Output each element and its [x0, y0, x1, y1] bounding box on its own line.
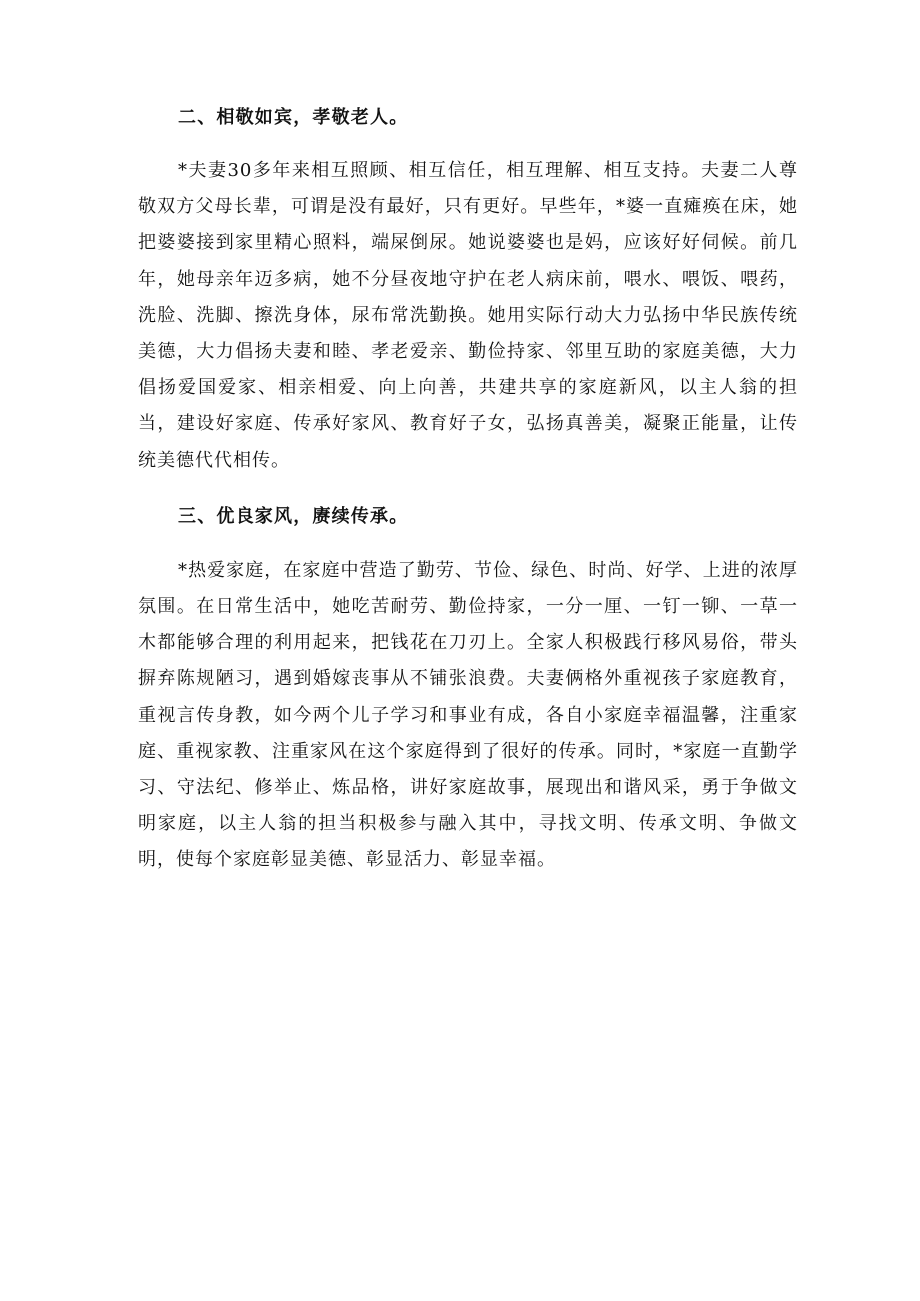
document-page: [138, 104, 798, 879]
section-paragraph-3: *热爱家庭，在家庭中营造了勤劳、节俭、绿色、时尚、好学、上进的浓厚氛围。在日常生活中，她吃苦耐劳、勤俭持家，一分一厘、一钉一铆、一草一木都能够合理的利用起来，把钱花在刀刃上。全家人积极践行移风易俗，带头摒弃陈规陋习，遇到婚嫁丧事从不铺张浪费。夫妻俩格外重视孩子家庭教育，重视言传身教，如今两个儿子学习和事业有成，各自小家庭幸福温馨，注重家庭、重视家教、注重家风在这个家庭得到了很好的传承。同时，*家庭一直勤学习、守法纪、修举止、炼品格，讲好家庭故事，展现出和谐风采，勇于争做文明家庭，以主人翁的担当积极参与融入其中，寻找文明、传承文明、争做文明，使每个家庭彰显美德、彰显活力、彰显幸福。: [138, 559, 798, 871]
section-heading-2: 二、相敬如宾，孝敬老人。: [178, 107, 409, 128]
section-heading-3: 三、优良家风，赓续传承。: [178, 505, 409, 527]
section-paragraph-2: *夫妻30多年来相互照顾、相互信任，相互理解、相互支持。夫妻二人尊敬双方父母长辈，可谓是没有最好，只有更好。早些年，*婆一直瘫痪在床，她把婆婆接到家里精心照料，端屎倒尿。她说婆婆也是妈，应该好好伺候。前几年，她母亲年迈多病，她不分昼夜地守护在老人病床前，喂水、喂饭、喂药，洗脸、洗脚、擦洗身体，尿布常洗勤换。她用实际行动大力弘扬中华民族传统美德，大力倡扬夫妻和睦、孝老爱亲、勤俭持家、邻里互助的家庭美德，大力倡扬爱国爱家、相亲相爱、向上向善，共建共享的家庭新风，以主人翁的担当，建设好家庭、传承好家风、教育好子女，弘扬真善美，凝聚正能量，让传统美德代代相传。: [138, 160, 798, 471]
